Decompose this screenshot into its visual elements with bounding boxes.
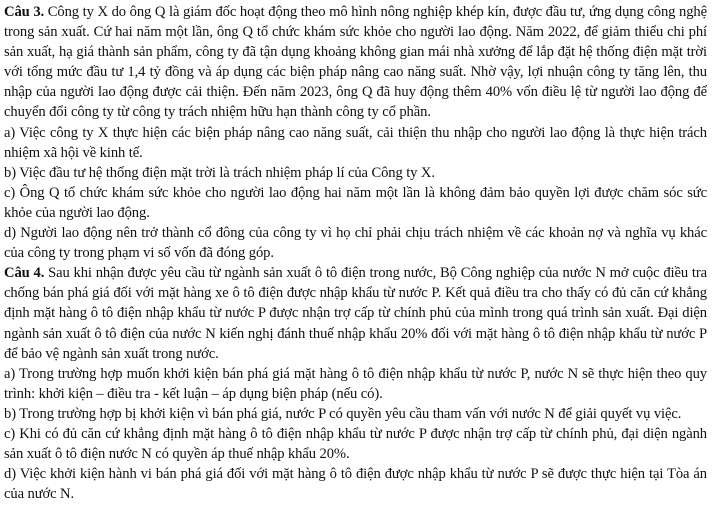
- question-3-stem: [4, 2, 707, 123]
- question-3-text: Công ty X do ông Q là giám đốc hoạt động theo mô hình nông nghiệp khép kín, được đầu tư, ứng dụng công nghệ trong sản xuất. Cứ hai năm một lần, ông Q tổ chức khám sức khỏe cho người lao động. Năm 2022, để giảm thiểu chi phí sản xuất, hạ giá thành sản phẩm, công ty đã tận dụng khoảng không gian mái nhà xưởng để lắp đặt hệ thống điện mặt trời với tổng mức đầu tư 1,4 tỷ đồng và áp dụng các biện pháp nâng cao năng suất. Nhờ vậy, lợi nhuận công ty tăng lên, thu nhập của người lao động được cải thiện. Đến năm 2023, ông Q đã huy động thêm 40% vốn điều lệ từ người lao động để chuyển đổi công ty từ công ty trách nhiệm hữu hạn thành công ty cổ phần.: [4, 4, 707, 121]
- question-4-label: Câu 4.: [4, 265, 45, 282]
- question-3-option-d: d) Người lao động nên trở thành cổ đông của công ty vì họ chỉ phải chịu trách nhiệm về các khoản nợ và nghĩa vụ khác của công ty trong phạm vi số vốn đã đóng góp.: [4, 225, 707, 262]
- question-4-option-c: c) Khi có đủ căn cứ khẳng định mặt hàng ô tô điện nhập khẩu từ nước P được nhận trợ cấp từ chính phủ, đại diện ngành sản xuất ô tô điện nước N có quyền áp thuế nhập khẩu 20%.: [4, 425, 707, 463]
- question-4-option-b: b) Trong trường hợp bị khởi kiện vì bán phá giá, nước P có quyền yêu cầu tham vấn với nước N để giải quyết vụ việc.: [4, 405, 682, 422]
- question-3-option-c: c) Ông Q tổ chức khám sức khỏe cho người lao động hai năm một lần là không đảm bảo quyền lợi được chăm sóc sức khỏe của người lao động.: [4, 184, 707, 221]
- question-3-option-b: b) Việc đầu tư hệ thống điện mặt trời là trách nhiệm pháp lí của Công ty X.: [4, 164, 435, 181]
- question-4-option-a: a) Trong trường hợp muốn khởi kiện bán phá giá mặt hàng ô tô điện nhập khẩu từ nước P, nước N sẽ thực hiện theo quy trình: khởi kiện – điều tra - kết luận – áp dụng biện pháp (nếu có).: [4, 365, 707, 402]
- question-3-option-a: a) Việc công ty X thực hiện các biện pháp nâng cao năng suất, cải thiện thu nhập cho người lao động là thực hiện trách nhiệm xã hội về kinh tế.: [4, 124, 707, 161]
- question-4-option-d: d) Việc khởi kiện hành vi bán phá giá đối với mặt hàng ô tô điện được nhập khẩu từ nước P sẽ được thực hiện tại Tòa án của nước N.: [4, 466, 707, 503]
- question-4-stem: [4, 263, 707, 363]
- question-4-text: Sau khi nhận được yêu cầu từ ngành sản xuất ô tô điện trong nước, Bộ Công nghiệp của nước N mở cuộc điều tra chống bán phá giá đối với mặt hàng xe ô tô điện được nhập khẩu từ nước P. Kết quả điều tra cho thấy có đủ căn cứ khẳng định mặt hàng ô tô điện nhập khẩu từ nước P được nhận trợ cấp từ chính phủ của mình trong quá trình sản xuất. Đại diện ngành sản xuất ô tô điện của nước N kiến nghị đánh thuế nhập khẩu 20% đối với mặt hàng ô tô điện nhập khẩu từ nước P để bảo vệ ngành sản xuất trong nước.: [4, 265, 707, 362]
- question-3-label: Câu 3.: [4, 4, 45, 20]
